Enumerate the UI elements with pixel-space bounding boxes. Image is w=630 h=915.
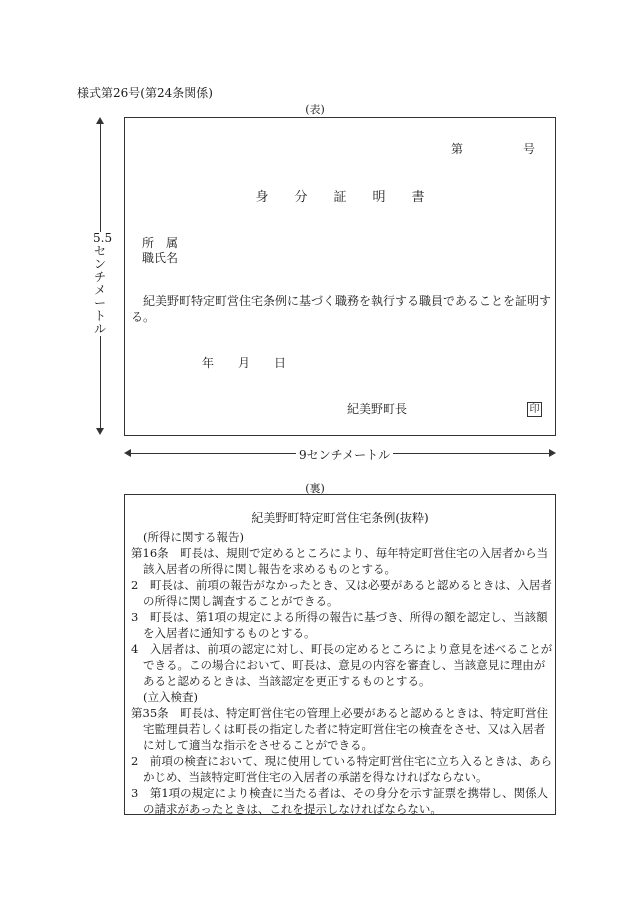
certification-text: 紀美野町特定町営住宅条例に基づく職務を執行する職員であることを証明する。	[131, 294, 552, 324]
arrow-right-icon	[549, 449, 556, 457]
article-paragraph: 第35条 町長は、特定町営住宅の管理上必要があると認めるときは、特定町営住宅監理員若しくは町長の指定した者に特定町営住宅の検査をさせ、又は入居者に対して適当な指示をさせることができる。	[131, 706, 549, 752]
id-card-front	[124, 117, 556, 436]
arrow-down-icon	[96, 428, 104, 435]
card-number-label: 第 号	[450, 142, 535, 156]
arrow-left-icon	[124, 449, 131, 457]
article-paragraph: 2 前項の検査において、現に使用している特定町営住宅に立ち入るときは、あらかじめ、当該特定町営住宅の入居者の承諾を得なければならない。	[131, 754, 553, 784]
back-side-label: (裏)	[305, 482, 325, 495]
seal-stamp: 印	[527, 402, 542, 417]
article-paragraph: 2 町長は、前項の報告がなかったとき、又は必要があると認めるときは、入居者の所得に関し調査することができる。	[131, 578, 552, 608]
ordinance-excerpt-title: 紀美野町特定町営住宅条例(抜粋)	[251, 511, 429, 525]
article-paragraph: 3 第1項の規定により検査に当たる者は、その身分を示す証票を携帯し、関係人の請求があったときは、これを提示しなければならない。	[131, 786, 549, 816]
ordinance-excerpt-body	[131, 529, 553, 817]
article-paragraph: 3 町長は、第1項の規定による所得の報告に基づき、所得の額を認定し、当該額を入居者に通知するものとする。	[131, 610, 548, 640]
arrow-up-icon	[96, 117, 104, 124]
width-dimension-label: 9センチメートル	[296, 446, 393, 463]
article-heading: (立入検査)	[143, 690, 198, 704]
id-card-back	[124, 494, 556, 815]
article-paragraph: 4 入居者は、前項の認定に対し、町長の定めるところにより意見を述べることができる。この場合において、町長は、意見の内容を審査し、当該意見に理由があると認めるときは、当該認定を更正するものとする。	[131, 642, 553, 688]
article-heading: (所得に関する報告)	[143, 530, 244, 544]
height-dimension-label: 5.5センチメートル	[93, 231, 113, 336]
card-title: 身 分 証 明 書	[255, 190, 425, 205]
name-label: 職氏名	[142, 251, 179, 265]
article-paragraph: 第16条 町長は、規則で定めるところにより、毎年特定町営住宅の入居者から当該入居者の所得に関し報告を求めるものとする。	[131, 546, 549, 576]
front-side-label: (表)	[305, 103, 325, 116]
date-label: 年 月 日	[202, 356, 287, 370]
issuer-label: 紀美野町長	[347, 402, 408, 416]
form-number: 様式第26号(第24条関係)	[77, 86, 213, 100]
affiliation-label: 所 属	[142, 236, 179, 250]
